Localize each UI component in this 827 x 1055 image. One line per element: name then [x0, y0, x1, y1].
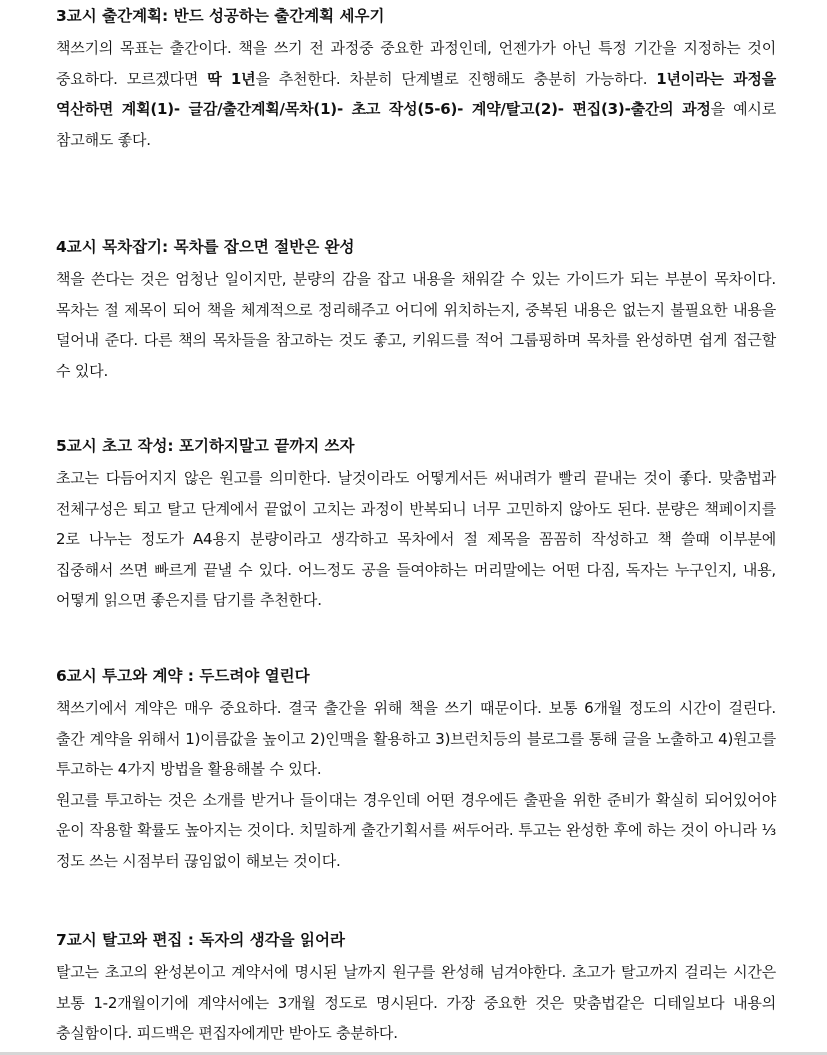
section-paragraph: 초고는 다듬어지지 않은 원고를 의미한다. 날것이라도 어떻게서든 써내려가 빨리 끝내는 것이 좋다. 맞춤법과 전체구성은 퇴고 탈고 단계에서 끝없이 고치는 과정이 반복되니 너무 고민하지 않아도 된다. 분량은 책페이지를 2로 나누는 정도가 A4용지 분량이라고 생각하고 목차에서 절 제목을 꼼꼼히 작성하고 책 쓸때 이부분에 집중해서 쓰면 빠르게 끝낼 수 있다. 어느정도 공을 들여야하는 머리말에는 어떤 다짐, 독자는 누구인지, 내용, 어떻게 읽으면 좋은지를 담기를 추천한다. — [56, 469, 776, 609]
section-paragraph: 원고를 투고하는 것은 소개를 받거나 들이대는 경우인데 어떤 경우에든 출판을 위한 준비가 확실히 되어있어야 운이 작용할 확률도 높아지는 것이다. 치밀하게 출간기획서를 써두어라. 투고는 완성한 후에 하는 것이 아니라 ⅓ 정도 쓰는 시점부터 끊임없이 해보는 것이다. — [56, 790, 776, 870]
paragraph-text: 을 예시로 참고해도 좋다. — [56, 100, 776, 149]
section-7 — [56, 929, 776, 1049]
section-3 — [56, 5, 776, 155]
section-6 — [56, 665, 776, 876]
section-heading: 5교시 초고 작성: 포기하지말고 끝까지 쓰자 — [56, 437, 355, 455]
emphasis-text: 딱 1년 — [207, 69, 256, 88]
paragraph-text: 책쓰기의 목표는 출간이다. 책을 쓰기 전 과정중 중요한 과정인데, 언젠가가 아닌 특정 기간을 지정하는 것이 중요하다. 모르겠다면 — [56, 39, 776, 88]
section-heading: 6교시 투고와 계약 : 두드려야 열린다 — [56, 667, 310, 685]
paragraph-text: 을 추천한다. 차분히 단계별로 진행해도 충분히 가능하다. — [255, 69, 657, 88]
section-paragraph — [56, 33, 776, 155]
section-5 — [56, 435, 776, 616]
section-paragraph: 책쓰기에서 계약은 매우 중요하다. 결국 출간을 위해 책을 쓰기 때문이다. 보통 6개월 정도의 시간이 걸린다. 출간 계약을 위해서 1)이름값을 높이고 2)인맥을 활용하고 3)브런치등의 블로그를 통해 글을 노출하고 4)원고를 투고하는 4가지 방법을 활용해볼 수 있다. — [56, 699, 776, 778]
section-heading: 7교시 탈고와 편집 : 독자의 생각을 읽어라 — [56, 931, 345, 949]
emphasis-text: 1년이라는 과정을 역산하면 계획(1)- 글감/출간계획/목차(1)- 초고 작성(5-6)- 계약/탈고(2)- 편집(3)-출간의 과정 — [56, 69, 777, 118]
section-heading: 3교시 출간계획: 반드 성공하는 출간계획 세우기 — [56, 7, 385, 25]
section-4 — [56, 236, 776, 386]
section-paragraph: 책을 쓴다는 것은 엄청난 일이지만, 분량의 감을 잡고 내용을 채워갈 수 있는 가이드가 되는 부분이 목차이다. 목차는 절 제목이 되어 책을 체계적으로 정리해주고 어디에 위치하는지, 중복된 내용은 없는지 불필요한 내용을 덜어내 준다. 다른 책의 목차들을 참고하는 것도 좋고, 키워드를 적어 그룹핑하며 목차를 완성하면 쉽게 접근할 수 있다. — [56, 270, 776, 380]
section-paragraph: 탈고는 초고의 완성본이고 계약서에 명시된 날까지 원구를 완성해 넘겨야한다. 초고가 탈고까지 걸리는 시간은 보통 1-2개월이기에 계약서에는 3개월 정도로 명시된다. 가장 중요한 것은 맞춤법같은 디테일보다 내용의 충실함이다. 피드백은 편집자에게만 받아도 충분하다. — [56, 963, 776, 1042]
section-heading: 4교시 목차잡기: 목차를 잡으면 절반은 완성 — [56, 238, 355, 256]
